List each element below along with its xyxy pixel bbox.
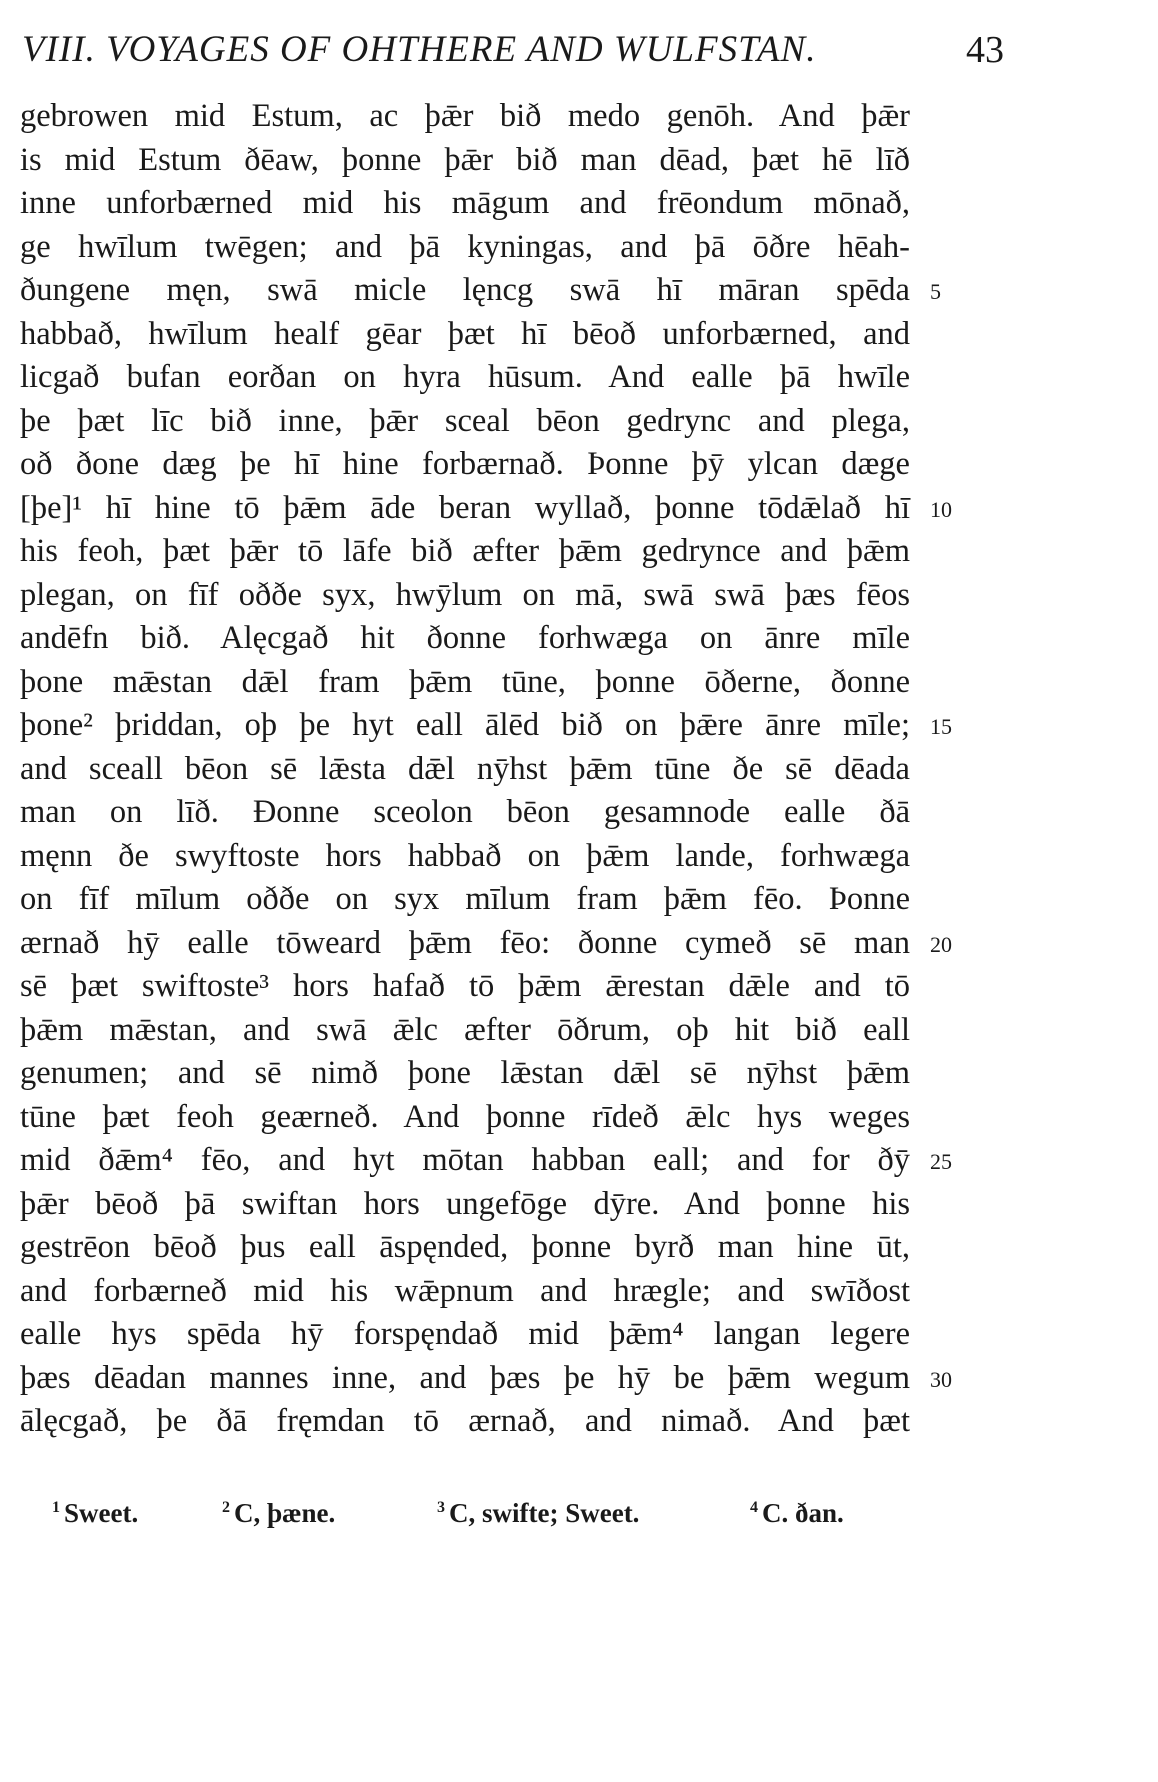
text-line: habbað, hwīlum healf gēar þæt hī bēoð unforbærned, and <box>20 315 910 352</box>
text-line: tūne þæt feoh geærneð. And þonne rīdeð ǣlc hys weges <box>20 1098 910 1135</box>
line-number: 20 <box>930 931 952 957</box>
text-line: his feoh, þæt þǣr tō lāfe bið æfter þǣm gedrynce and þǣm <box>20 533 910 569</box>
line-number: 30 <box>930 1366 952 1392</box>
text-line: plegan, on fīf oððe syx, hwȳlum on mā, swā swā þæs fēos <box>20 576 910 613</box>
text-line: þǣm mǣstan, and swā ǣlc æfter ōðrum, oþ hit bið eall <box>20 1011 910 1048</box>
footnote <box>750 1498 844 1529</box>
text-line: męnn ðe swyftoste hors habbað on þǣm lande, forhwæga <box>20 837 910 874</box>
text-line: þæs dēadan mannes inne, and þæs þe hȳ be þǣm wegum <box>20 1359 910 1396</box>
text-line: gestrēon bēoð þus eall āspęnded, þonne byrð man hine ūt, <box>20 1229 910 1265</box>
line-number: 10 <box>930 496 952 522</box>
text-line: þe þæt līc bið inne, þǣr sceal bēon gedrync and plega, <box>20 402 910 439</box>
text-line: and forbærneð mid his wǣpnum and hrægle; and swīðost <box>20 1272 910 1309</box>
text-line: licgað bufan eorðan on hyra hūsum. And ealle þā hwīle <box>20 359 910 395</box>
chapter-title: VIII. VOYAGES OF OHTHERE AND WULFSTAN. <box>22 29 817 70</box>
footnote-mark: 1 <box>52 1499 60 1516</box>
running-header <box>22 28 1022 78</box>
footnote-text: C, swifte; Sweet. <box>449 1498 640 1528</box>
line-number: 25 <box>930 1149 952 1174</box>
footnotes <box>52 1498 952 1542</box>
page-number: 43 <box>966 29 1004 71</box>
footnote <box>437 1498 639 1529</box>
text-line: ge hwīlum twēgen; and þā kyningas, and þā ōðre hēah- <box>20 228 910 265</box>
text-line: þǣr bēoð þā swiftan hors ungefōge dȳre. And þonne his <box>20 1185 910 1222</box>
text-line: þone² þriddan, oþ þe hyt eall ālēd bið on þǣre ānre mīle; <box>20 707 910 743</box>
text-line: ealle hys spēda hȳ forspęndað mid þǣm⁴ langan legere <box>20 1316 910 1352</box>
text-line: gebrowen mid Estum, ac þǣr bið medo genōh. And þǣr <box>20 98 910 134</box>
line-number: 15 <box>930 714 952 739</box>
line-number: 5 <box>930 279 941 304</box>
text-line: inne unforbærned mid his māgum and frēondum mōnað, <box>20 185 910 221</box>
text-line: mid ðǣm⁴ fēo, and hyt mōtan habban eall; and for ðȳ <box>20 1142 910 1178</box>
footnote <box>222 1498 335 1529</box>
text-line: on fīf mīlum oððe on syx mīlum fram þǣm fēo. Þonne <box>20 881 910 917</box>
footnote-mark: 3 <box>437 1499 445 1516</box>
text-line: is mid Estum ðēaw, þonne þǣr bið man dēad, þæt hē līð <box>20 141 910 178</box>
text-line: þone mǣstan dǣl fram þǣm tūne, þonne ōðerne, ðonne <box>20 663 910 700</box>
text-line: sē þæt swiftoste³ hors hafað tō þǣm ǣrestan dǣle and tō <box>20 968 910 1004</box>
footnote-mark: 4 <box>750 1499 758 1516</box>
text-line: andēfn bið. Alęcgað hit ðonne forhwæga on ānre mīle <box>20 620 910 656</box>
text-line: man on līð. Ðonne sceolon bēon gesamnode ealle ðā <box>20 794 910 830</box>
footnote <box>52 1498 138 1529</box>
footnote-mark: 2 <box>222 1499 230 1516</box>
footnote-text: Sweet. <box>64 1498 139 1528</box>
text-line: ālęcgað, þe ðā fręmdan tō ærnað, and nimað. And þæt <box>20 1403 910 1439</box>
text-line: [þe]¹ hī hine tō þǣm āde beran wyllað, þonne tōdǣlað hī <box>20 489 910 526</box>
text-line: ðungene męn, swā micle lęncg swā hī māran spēda <box>20 272 910 308</box>
text-line: and sceall bēon sē lǣsta dǣl nȳhst þǣm tūne ðe sē dēada <box>20 750 910 787</box>
footnote-text: C. ðan. <box>762 1498 844 1528</box>
text-line: ærnað hȳ ealle tōweard þǣm fēo: ðonne cymeð sē man <box>20 924 910 961</box>
text-line: oð ðone dæg þe hī hine forbærnað. Þonne þȳ ylcan dæge <box>20 446 910 482</box>
text-line: genumen; and sē nimð þone lǣstan dǣl sē nȳhst þǣm <box>20 1055 910 1091</box>
footnote-text: C, þæne. <box>234 1498 336 1528</box>
